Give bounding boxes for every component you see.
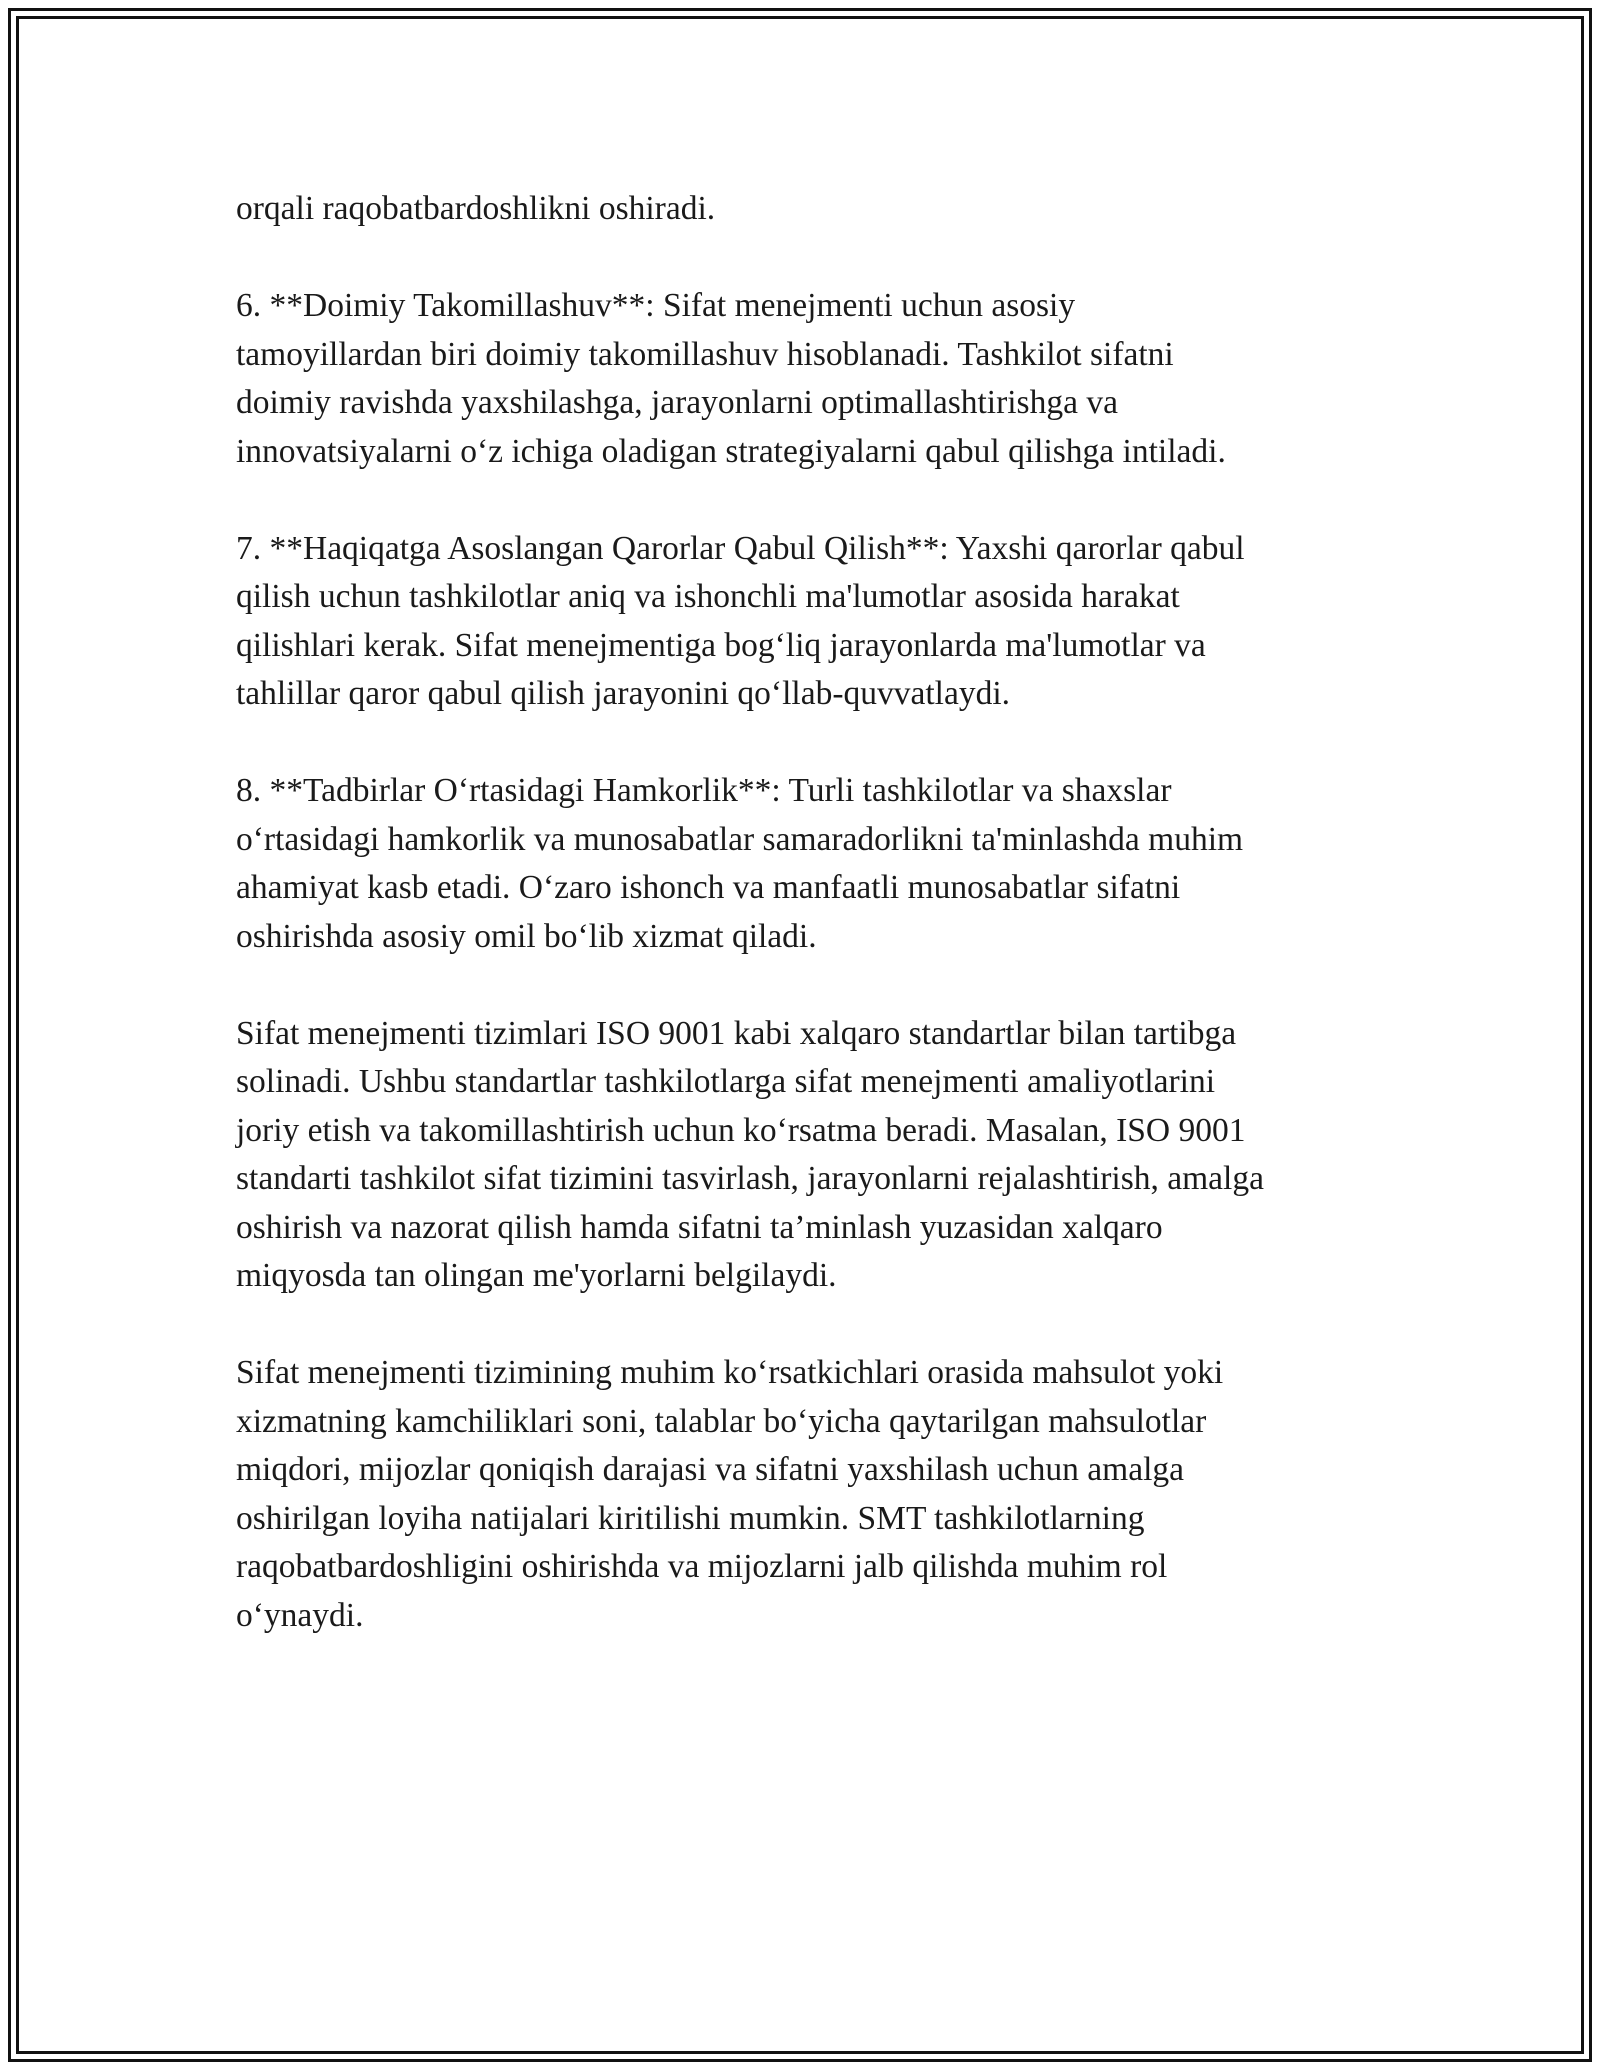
paragraph-indicators xyxy=(236,1349,1366,1640)
text-line: tamoyillardan biri doimiy takomillashuv hisoblanadi. Tashkilot sifatni xyxy=(236,335,1174,373)
paragraph-iso-standards xyxy=(236,1010,1366,1301)
text-line: miqdori, mijozlar qoniqish darajasi va sifatni yaxshilash uchun amalga xyxy=(236,1451,1185,1488)
text-line: qilish uchun tashkilotlar aniq va ishonchli ma'lumotlar asosida harakat xyxy=(236,578,1180,615)
text-line: ahamiyat kasb etadi. Oʻzaro ishonch va manfaatli munosabatlar sifatni xyxy=(236,869,1181,906)
text-line: qilishlari kerak. Sifat menejmentiga bogʻliq jarayonlarda ma'lumotlar va xyxy=(236,626,1206,664)
text-line: solinadi. Ushbu standartlar tashkilotlarga sifat menejmenti amaliyotlarini xyxy=(236,1063,1216,1100)
text-line: oʻynaydi. xyxy=(236,1596,364,1634)
text-line: oshirish va nazorat qilish hamda sifatni ta’minlash yuzasidan xalqaro xyxy=(236,1208,1163,1246)
text-line: raqobatbardoshligini oshirishda va mijozlarni jalb qilishda muhim rol xyxy=(236,1548,1168,1585)
text-line: orqali raqobatbardoshlikni oshiradi. xyxy=(236,190,716,227)
paragraph-item-7 xyxy=(236,525,1366,719)
text-line: oshirishda asosiy omil boʻlib xizmat qiladi. xyxy=(236,917,817,955)
text-line: joriy etish va takomillashtirish uchun koʻrsatma beradi. Masalan, ISO 9001 xyxy=(236,1111,1246,1149)
text-line: 6. **Doimiy Takomillashuv**: Sifat menejmenti uchun asosiy xyxy=(236,287,1076,324)
text-line: 7. **Haqiqatga Asoslangan Qarorlar Qabul Qilish**: Yaxshi qarorlar qabul xyxy=(236,529,1245,567)
text-line: Sifat menejmenti tizimining muhim koʻrsatkichlari orasida mahsulot yoki xyxy=(236,1354,1224,1391)
text-line: oʻrtasidagi hamkorlik va munosabatlar samaradorlikni ta'minlashda muhim xyxy=(236,820,1244,858)
text-line: tahlillar qaror qabul qilish jarayonini qoʻllab-quvvatlaydi. xyxy=(236,675,1011,712)
paragraph-item-8 xyxy=(236,767,1366,961)
text-line: xizmatning kamchiliklari soni, talablar boʻyicha qaytarilgan mahsulotlar xyxy=(236,1402,1207,1440)
paragraph-item-6 xyxy=(236,282,1366,476)
document-body xyxy=(236,185,1366,1640)
text-line: Sifat menejmenti tizimlari ISO 9001 kabi xalqaro standartlar bilan tartibga xyxy=(236,1014,1237,1052)
text-line: 8. **Tadbirlar Oʻrtasidagi Hamkorlik**: Turli tashkilotlar va shaxslar xyxy=(236,772,1172,809)
paragraph-intro-continuation xyxy=(236,185,1366,234)
text-line: doimiy ravishda yaxshilashga, jarayonlarni optimallashtirishga va xyxy=(236,384,1118,421)
text-line: oshirilgan loyiha natijalari kiritilishi mumkin. SMT tashkilotlarning xyxy=(236,1499,1145,1537)
text-line: standarti tashkilot sifat tizimini tasvirlash, jarayonlarni rejalashtirish, amalga xyxy=(236,1160,1264,1197)
text-line: miqyosda tan olingan me'yorlarni belgilaydi. xyxy=(236,1257,837,1294)
text-line: innovatsiyalarni oʻz ichiga oladigan strategiyalarni qabul qilishga intiladi. xyxy=(236,432,1226,470)
